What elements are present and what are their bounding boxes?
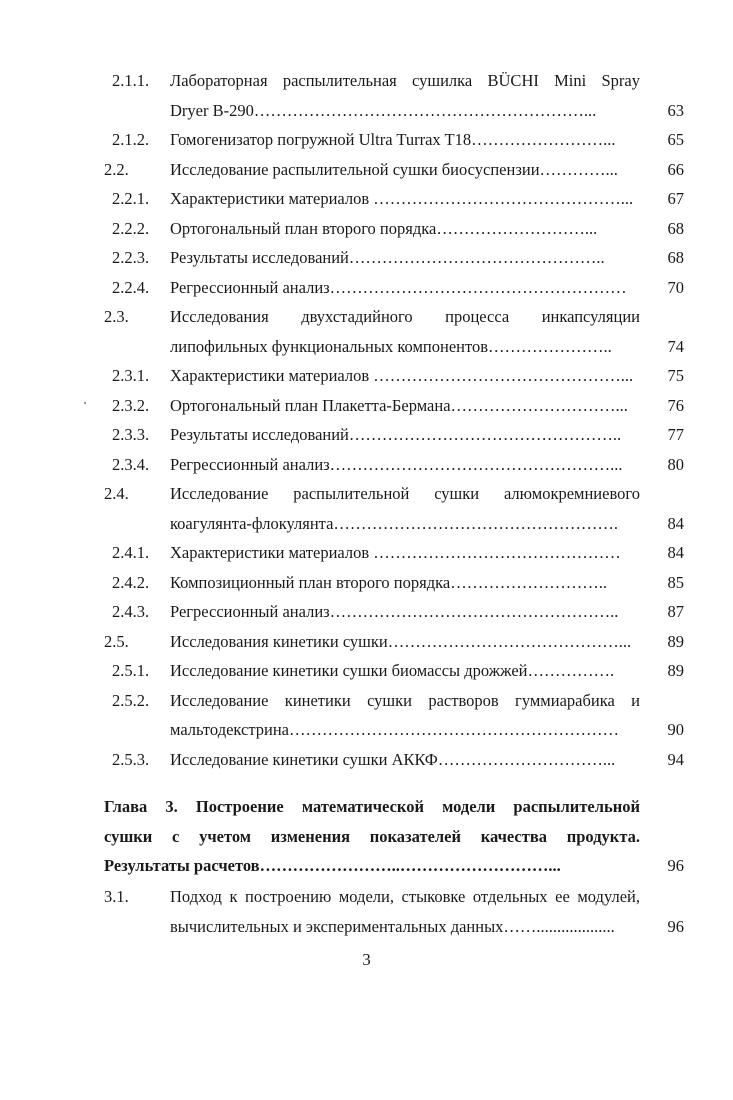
section-title: Dryer B-290……………………………………………………... [170, 100, 597, 120]
page-reference: 70 [667, 277, 684, 297]
section-title: Регрессионный анализ……………………………………………... [170, 454, 623, 474]
toc-entry-line [104, 361, 684, 391]
section-title: Исследования двухстадийного процесса инкапсуляции [170, 307, 640, 326]
chapter-heading-line [104, 792, 684, 822]
chapter-title: сушки с учетом изменения показателей качества продукта. [104, 826, 640, 846]
page-reference: 68 [667, 248, 684, 267]
toc-entry-line [104, 96, 684, 126]
page-reference: 80 [667, 454, 684, 474]
toc-entry-line [104, 155, 684, 185]
section-title: Исследование распылительной сушки биосуспензии…………... [170, 159, 618, 179]
section-title: Исследование кинетики сушки АККФ…………………………... [170, 749, 616, 769]
section-number: 2.1.1. [112, 71, 150, 90]
page-reference: 94 [667, 749, 684, 769]
toc-entry-line [104, 745, 684, 775]
page-reference: 67 [667, 189, 684, 208]
section-number: 2.5.2. [112, 690, 150, 710]
toc-entry-line [104, 420, 684, 450]
page-reference: 84 [667, 513, 684, 533]
table-of-contents [104, 66, 684, 774]
toc-entry-line [104, 125, 684, 155]
section-title: Регрессионный анализ……………………………………………… [170, 277, 627, 297]
toc-entry-line [104, 882, 684, 912]
chapter-heading-line [104, 851, 684, 881]
section-number: 2.4.2. [112, 572, 150, 592]
toc-entry-line [104, 273, 684, 303]
page-reference: 65 [667, 130, 684, 149]
toc-entry-line [104, 509, 684, 539]
section-number: 2.4. [104, 484, 129, 503]
page-reference: 63 [667, 100, 684, 120]
section-title: мальтодекстрина…………………………………………………… [170, 720, 619, 739]
section-number: 2.5.3. [112, 749, 150, 769]
toc-entry-line [104, 627, 684, 657]
toc-entry-line [104, 715, 684, 745]
scan-artifact [84, 402, 86, 404]
section-title: Исследования кинетики сушки……………………………………... [170, 631, 632, 651]
toc-entry-line [104, 686, 684, 716]
section-number: 2.4.1. [112, 543, 150, 562]
toc-entry-line [104, 184, 684, 214]
page-reference: 66 [667, 159, 684, 179]
toc-entry-line [104, 391, 684, 421]
section-number: 2.3. [104, 307, 129, 326]
page-reference: 89 [667, 631, 684, 651]
toc-entry-line [104, 656, 684, 686]
section-title: Результаты исследований……………………………………….. [170, 248, 605, 267]
section-title: Исследование распылительной сушки алюмокремниевого [170, 484, 640, 503]
section-title: вычислительных и экспериментальных данных……................... [170, 916, 615, 936]
section-title: Исследование кинетики сушки биомассы дрожжей……………. [170, 661, 615, 680]
toc-entry-line [104, 597, 684, 627]
page-reference: 96 [667, 916, 684, 936]
toc-entry-line [104, 332, 684, 362]
section-number: 2.2.3. [112, 248, 150, 267]
toc-entry-line [104, 479, 684, 509]
toc-entry-line [104, 912, 684, 942]
section-number: 3.1. [104, 887, 129, 906]
section-title: Композиционный план второго порядка……………………….. [170, 572, 607, 592]
chapter-title: Результаты расчетов……………………..………………………... [104, 856, 561, 875]
section-3-entries [104, 882, 684, 941]
section-number: 2.5. [104, 631, 129, 651]
toc-entry-line [104, 568, 684, 598]
section-number: 2.4.3. [112, 602, 150, 621]
section-number: 2.2.4. [112, 277, 150, 297]
section-title: Ортогональный план Плакетта-Бермана…………………………... [170, 395, 628, 415]
section-number: 2.3.1. [112, 366, 150, 385]
toc-entry-line [104, 214, 684, 244]
page-reference: 77 [667, 425, 684, 444]
toc-entry-line [104, 66, 684, 96]
chapter-heading-line [104, 822, 684, 852]
toc-entry-line [104, 302, 684, 332]
section-number: 2.3.3. [112, 425, 150, 444]
chapter-title: Глава 3. Построение математической модели распылительной [104, 797, 640, 816]
toc-entry-line [104, 538, 684, 568]
page-reference: 84 [667, 543, 684, 562]
page-reference: 68 [667, 218, 684, 238]
section-title: Ортогональный план второго порядка………………………... [170, 218, 598, 238]
section-title: Регрессионный анализ…………………………………………….. [170, 602, 619, 621]
section-number: 2.2. [104, 159, 129, 179]
section-title: Гомогенизатор погружной Ultra Turrax T18……………………... [170, 130, 616, 149]
section-title: Характеристики материалов ……………………………………… [170, 543, 621, 562]
section-number: 2.3.4. [112, 454, 150, 474]
section-title: Лабораторная распылительная сушилка BÜCHI Mini Spray [170, 71, 640, 90]
toc-entry-line [104, 243, 684, 273]
chapter-3-heading [104, 792, 684, 881]
section-title: Характеристики материалов ………………………………………... [170, 189, 634, 208]
section-number: 2.2.2. [112, 218, 150, 238]
page-reference: 89 [667, 661, 684, 680]
page-reference: 76 [667, 395, 684, 415]
page-reference: 96 [667, 856, 684, 875]
section-title: Подход к построению модели, стыковке отдельных ее модулей, [170, 887, 640, 906]
section-title: Результаты исследований………………………………………….. [170, 425, 622, 444]
section-number: 2.2.1. [112, 189, 150, 208]
section-number: 2.5.1. [112, 661, 150, 680]
page-reference: 87 [667, 602, 684, 621]
section-number: 2.3.2. [112, 395, 150, 415]
page-reference: 75 [667, 366, 684, 385]
section-title: коагулянта-флокулянта……………………………………………. [170, 513, 619, 533]
page-reference: 85 [667, 572, 684, 592]
toc-entry-line [104, 450, 684, 480]
page-reference: 74 [667, 336, 684, 356]
section-title: Исследование кинетики сушки растворов гуммиарабика и [170, 690, 640, 710]
section-title: липофильных функциональных компонентов………………….. [170, 336, 612, 356]
section-number: 2.1.2. [112, 130, 150, 149]
page-reference: 90 [667, 720, 684, 739]
section-title: Характеристики материалов ………………………………………... [170, 366, 634, 385]
page-number: 3 [362, 950, 371, 969]
